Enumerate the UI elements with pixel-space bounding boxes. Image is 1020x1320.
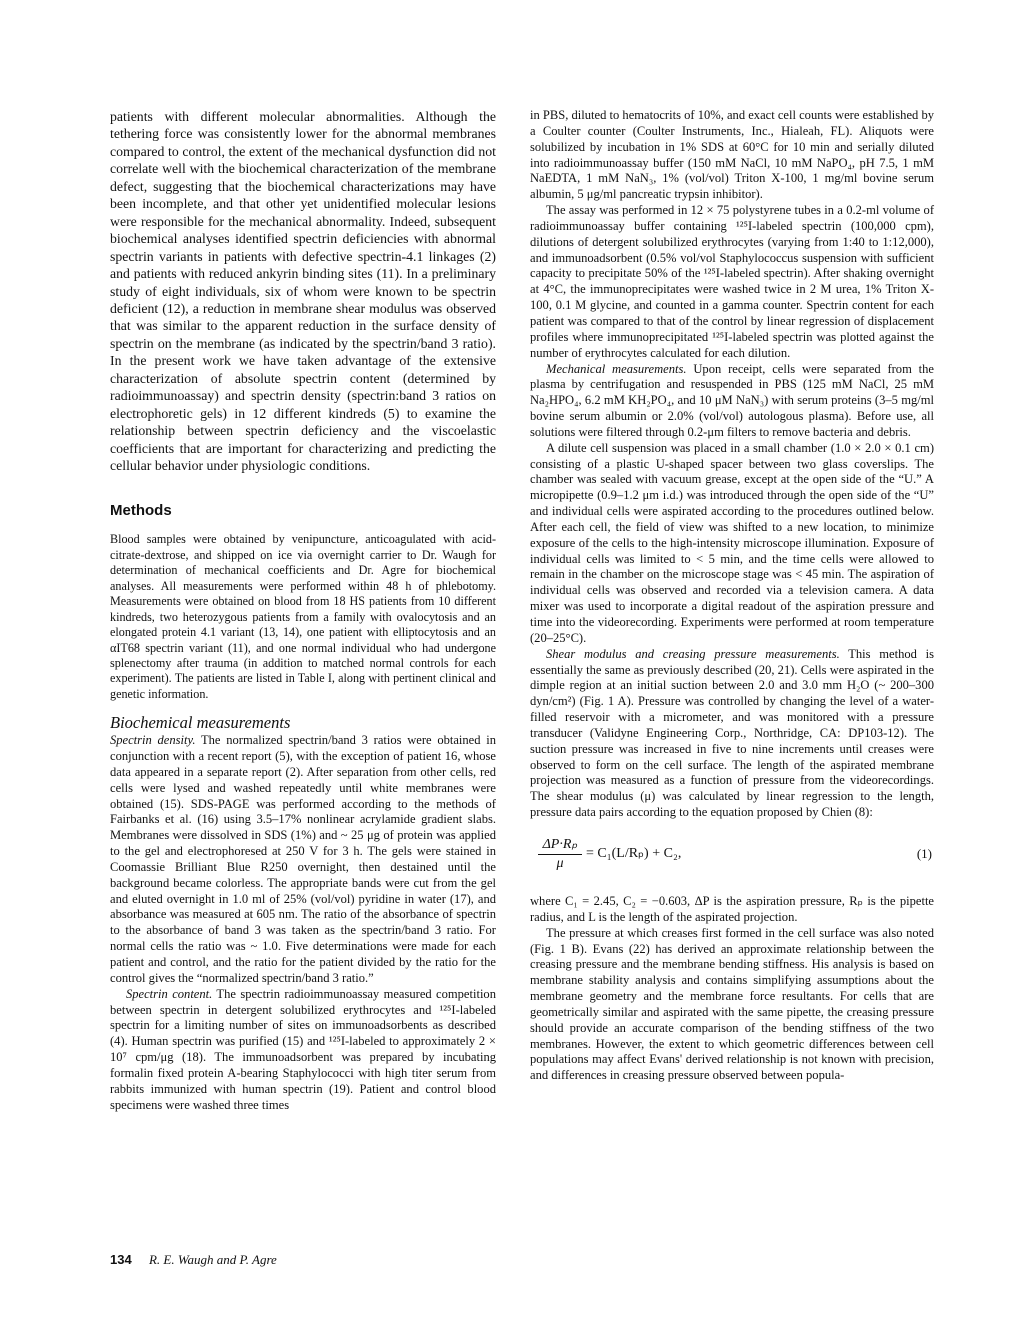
shear-modulus-paragraph — [530, 647, 934, 821]
mechanical-measurements-text: Upon receipt, cells were separated from the plasma by centrifugation and resuspended in PBS (125 mM NaCl, 25 mM Na₂HPO₄, 6.2 mM KH₂PO₄, and 10 μM NaN₃) with serum proteins (3–5 mg/ml bovine serum albumin or 2.0% (vol/vol) autologous plasma). Before use, all solutions were filtered through 0.2-μm filters to remove bacteria and debris. — [530, 361, 935, 439]
biochemical-measurements-heading: Biochemical measurements — [110, 713, 291, 733]
left-column — [110, 108, 496, 1113]
creasing-pressure-paragraph: The pressure at which creases first formed in the cell surface was also noted (Fig. 1 B). Evans (22) has derived an approximate relationship between the creasing pressure and the membrane bending stiffness. His analysis is based on membrane stability analysis and contains simplifying assumptions about the membrane geometry and the membrane force resultants. For cells that are geometrically similar and aspirated with the same pipette, the creasing pressure should provide an accurate comparison of the bending stiffness of the two membranes. However, the extent to which geometric differences between cell populations may affect Evans' derived relationship is not known with precision, and differences in creasing pressure observed between popula- — [530, 925, 934, 1083]
shear-modulus-text: This method is essentially the same as previously described (20, 21). Cells were aspirated in the dimple region at an initial suction between 2.0 and 3.0 mm H₂O (~ 200–300 dyn/cm²) (Fig. 1 A). Pressure was controlled by changing the level of a water-filled reservoir with a micrometer, and was monitored with a pressure transducer (Validyne Engineering Corp., Northridge, CA: DP103-12). The suction pressure was increased in five to nine increments until creases were observed to form on the cell surface. The length of the aspirated membrane projection was measured as a function of pressure from the videorecordings. The shear modulus (μ) was calculated by linear regression to the length, pressure data pairs according to the equation proposed by Chien (8): — [530, 646, 934, 820]
intro-paragraph: patients with different molecular abnormalities. Although the tethering force was consistently lower for the abnormal membranes compared to control, the extent of the mechanical dysfunction did not correlate well with the biochemical characterization of the membrane defect, suggesting that the biochemical characterizations may have been incomplete, and that other yet unidentified molecular lesions were responsible for the mechanical abnormality. Indeed, subsequent biochemical analyses identified spectrin deficiencies with abnormal spectrin variants in patients with defective spectrin-4.1 linkages (2) and patients with reduced ankyrin binding sites (11). In a preliminary study of eight individuals, six of whom were known to be spectrin deficient (12), a reduction in membrane shear modulus was observed that was similar to the apparent reduction in the surface density of spectrin on the membrane (as indicated by the spectrin/band 3 ratio). In the present work we have taken advantage of the extensive characterization of absolute spectrin content (determined by radioimmunoassay) and spectrin density (spectrin:band 3 ratios on electrophoretic gels) in 12 different kindreds (5) to examine the relationship between spectrin deficiency and the viscoelastic coefficients that are important for characterizing and predicting the cellular behavior under physiologic conditions. — [110, 109, 496, 474]
spectrin-content-text: The spectrin radioimmunoassay measured competition between spectrin in detergent solubilized erythrocytes and ¹²⁵I-labeled spectrin for a limiting number of sites on immunoadsorbents as described (4). Human spectrin was purified (15) and ¹²⁵I-labeled to approximately 2 × 10⁷ cpm/μg (18). The immunoadsorbent was prepared by incubating formalin fixed protein A-bearing Staphylococci with high titer serum from rabbits immunized with human spectrin (19). Patient and control blood specimens were washed three times — [110, 986, 496, 1112]
coefficients-paragraph: where C₁ = 2.45, C₂ = −0.603, ΔP is the aspiration pressure, Rₚ is the pipette radius, and L is the length of the aspirated projection. — [530, 893, 934, 924]
equation-fraction — [538, 836, 582, 873]
assay-paragraph: The assay was performed in 12 × 75 polystyrene tubes in a 0.2-ml volume of radioimmunoassay buffer containing ¹²⁵I-labeled spectrin (100,000 cpm), dilutions of detergent solubilized erythrocytes (varying from 1:40 to 1:12,000), and immunoadsorbent (0.5% vol/vol Staphylococcus suspension with sufficient capacity to precipitate 50% of the ¹²⁵I-labeled spectrin). After shaking overnight at 4°C, the immunoprecipitates were washed twice in 2 M urea, 1% Triton X-100, 0.1 M glycine, and counted in a gamma counter. Spectrin content for each patient was compared to that of the control by linear regression of displacement profiles where immunoprecipitated ¹²⁵I-labeled spectrin was plotted against the number of erythrocytes calculated for each dilution. — [530, 203, 934, 360]
spectrin-content-paragraph — [110, 987, 496, 1114]
equation-rhs: = C₁(L/Rₚ) + C₂, — [586, 845, 682, 861]
spectrin-density-paragraph — [110, 733, 496, 987]
running-footer-authors: R. E. Waugh and P. Agre — [148, 1252, 277, 1267]
shear-modulus-runin: Shear modulus and creasing pressure measurements. — [546, 646, 840, 661]
chamber-paragraph: A dilute cell suspension was placed in a small chamber (1.0 × 2.0 × 0.1 cm) consisting of a plastic U-shaped spacer between two glass coverslips. The chamber was sealed with vacuum grease, except at the open side of the “U.” A micropipette (0.9–1.2 μm i.d.) was introduced through the open side of the “U” and individual cells were aspirated according to the procedures outlined below. After each cell, the field of view was shifted to a new location, to minimize exposure of the cells to the high-intensity microscope illumination. Exposure of individual cells was limited to < 5 min, and the time cells were allowed to remain in the chamber on the microscope stage was < 45 min. The aspiration of individual cells was observed and recorded via a television camera. A data mixer was used to incorporate a digital readout of the aspiration pressure and time into the videorecording. Experiments were performed at room temperature (20–25°C). — [530, 440, 934, 645]
equation-1 — [530, 834, 934, 882]
spectrin-density-text: The normalized spectrin/band 3 ratios were obtained in conjunction with a recent report (5), with the exception of patient 16, whose data appeared in a separate report (2). After separation from other cells, red cells were lysed and washed repeatedly until white membranes were obtained (15). SDS-PAGE was performed according to the methods of Fairbanks et al. (16) using 3.5–17% nonlinear acrylamide gradient slabs. Membranes were dissolved in SDS (1%) and ~ 25 μg of protein was applied to the gel and electrophoresed at 250 V for 3 h. The gels were stained in Coomassie Brilliant Blue R250 overnight, then destained until the background became colorless. The appropriate bands were cut from the gel and eluted overnight in 1.0 ml of 25% (vol/vol) pyridine in water (17), and absorbance was measured at 605 nm. The ratio of the absorbance of spectrin to the absorbance of band 3 was taken as the spectrin/band 3 ratio. For normal cells the ratio was ~ 1.0. Five determinations were made for each patient and control, and the ratio for the patient divided by the ratio for the control gives the “normalized spectrin/band 3 ratio.” — [110, 733, 496, 985]
equation-denominator: μ — [556, 855, 564, 871]
spectrin-density-runin: Spectrin density. — [110, 733, 196, 748]
spectrin-content-runin: Spectrin content. — [126, 986, 213, 1001]
equation-number: (1) — [916, 845, 932, 861]
right-column — [530, 108, 934, 1084]
mechanical-measurements-paragraph — [530, 362, 934, 441]
page-footer — [110, 1252, 277, 1268]
page-number: 134 — [110, 1252, 132, 1267]
methods-paragraph: Blood samples were obtained by venipuncture, anticoagulated with acid-citrate-dextrose, and shipped on ice via overnight carrier to Dr. Waugh for determination of mechanical coefficients and Dr. Agre for biochemical analyses. All measurements were performed within 48 h of phlebotomy. Measurements were obtained on blood from 18 HS patients from 10 different kindreds, two heterozygous patients from a family with ovalocytosis and an elongated protein 4.1 variant (13, 14), one patient with elliptocytosis and an αIT68 spectrin variant (11), and one normal individual who had undergone splenectomy after trauma (in addition to matched normal controls for each experiment). The patients are listed in Table I, along with pertinent clinical and genetic information. — [110, 532, 496, 701]
equation-numerator: ΔP·Rₚ — [538, 836, 582, 855]
radioimmunoassay-paragraph: in PBS, diluted to hematocrits of 10%, and exact cell counts were established by a Coulter counter (Coulter Instruments, Inc., Hialeah, FL). Aliquots were solubilized by incubation in 1% SDS at 60°C for 10 min and serially diluted into radioimmunoassay buffer (150 mM NaCl, 10 mM NaPO₄, pH 7.5, 1 mM NaEDTA, 1 mM NaN₃, 1% (vol/vol) Triton X-100, 1 mg/ml bovine serum albumin, 5 μg/ml pancreatic trypsin inhibitor). — [530, 108, 934, 202]
methods-heading: Methods — [110, 501, 172, 519]
mechanical-measurements-runin: Mechanical measurements. — [546, 361, 687, 376]
